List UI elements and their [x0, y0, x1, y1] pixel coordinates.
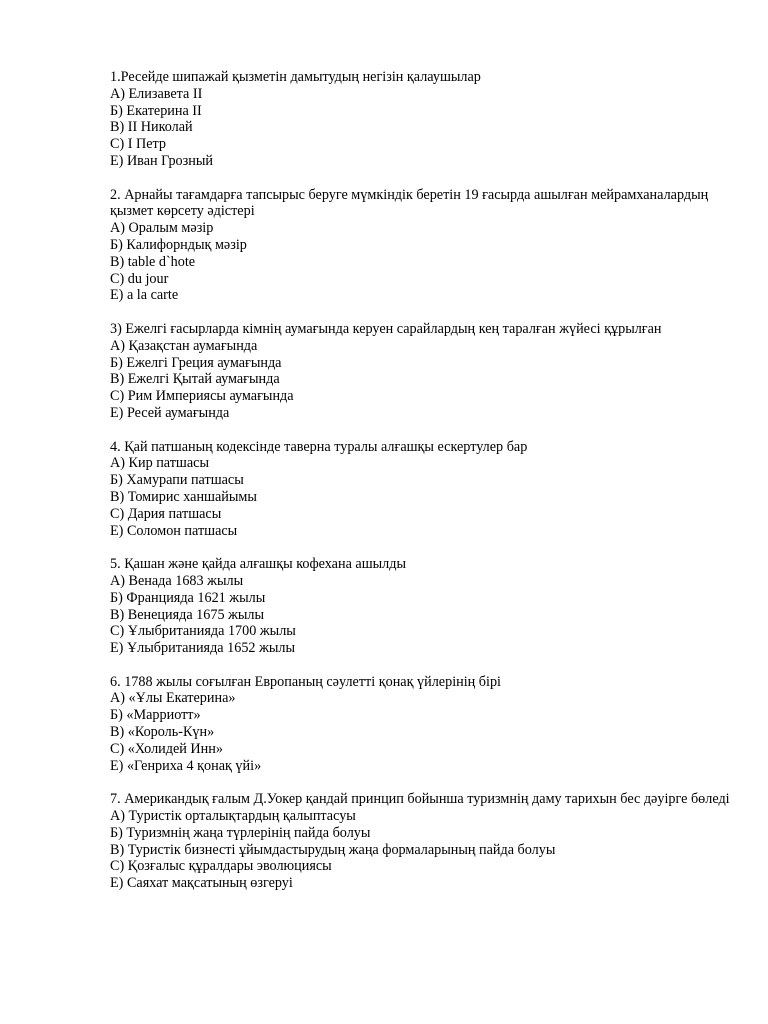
answer-option: Б) Францияда 1621 жылы: [110, 589, 266, 606]
answer-option: В) Венецияда 1675 жылы: [110, 606, 265, 623]
answer-option: Б) «Марриотт»: [110, 707, 201, 724]
answer-option: С) І Петр: [110, 136, 167, 153]
answer-option: Е) Саяхат мақсатының өзгеруі: [110, 875, 293, 892]
answer-option: В) Ежелгі Қытай аумағында: [110, 371, 280, 388]
question-2: [110, 187, 730, 305]
answer-option: Е) Соломон патшасы: [110, 522, 238, 539]
answer-option: Б) Калифорндық мәзір: [110, 236, 247, 253]
answer-option: В) Туристік бизнесті ұйымдастырудың жаңа формаларының пайда болуы: [110, 841, 556, 858]
answer-option: Е) «Генриха 4 қонақ үйі»: [110, 757, 262, 774]
answer-option: Б) Ежелгі Греция аумағында: [110, 354, 282, 371]
answer-option: А) Оралым мәзір: [110, 220, 214, 237]
answer-option: Б) Хамурапи патшасы: [110, 472, 244, 489]
answer-option: А) Венада 1683 жылы: [110, 572, 244, 589]
answer-option: А) Елизавета II: [110, 85, 203, 102]
document-page: [110, 69, 730, 909]
answer-option: В) «Король-Күн»: [110, 724, 215, 741]
question-5: [110, 556, 730, 657]
question-text: 3) Ежелгі ғасырларда кімнің аумағында керуен сарайлардың кең таралған жүйесі құрылған: [110, 320, 662, 337]
answer-option: Б) Туризмнің жаңа түрлерінің пайда болуы: [110, 824, 371, 841]
question-text: 7. Американдық ғалым Д.Уокер қандай принцип бойынша туризмнің даму тарихын бес дәуірге бөледі: [110, 791, 730, 808]
answer-option: Е) Ұлыбританияда 1652 жылы: [110, 640, 296, 657]
answer-option: В) table d`hote: [110, 253, 196, 270]
question-6: [110, 674, 730, 775]
answer-option: Е) Ресей аумағында: [110, 404, 230, 421]
answer-option: С) «Холидей Инн»: [110, 740, 223, 757]
question-4: [110, 439, 730, 540]
answer-option: А) Қазақстан аумағында: [110, 337, 258, 354]
answer-option: В) Томирис ханшайымы: [110, 488, 257, 505]
answer-option: Е) a la carte: [110, 287, 179, 304]
question-text: 6. 1788 жылы соғылған Европаның сәулетті қонақ үйлерінің бірі: [110, 673, 502, 690]
question-3: [110, 321, 730, 422]
question-1: [110, 69, 730, 170]
answer-option: С) Қозғалыс құралдары эволюциясы: [110, 858, 332, 875]
question-text: 1.Ресейде шипажай қызметін дамытудың негізін қалаушылар: [110, 69, 481, 85]
answer-option: С) Дария патшасы: [110, 505, 222, 522]
answer-option: А) «Ұлы Екатерина»: [110, 690, 236, 707]
answer-option: Е) Иван Грозный: [110, 152, 213, 169]
answer-option: С) Ұлыбританияда 1700 жылы: [110, 623, 296, 640]
answer-option: А) Кир патшасы: [110, 455, 209, 472]
answer-option: В) II Николай: [110, 119, 193, 136]
answer-option: Б) Екатерина II: [110, 102, 202, 119]
question-text: 4. Қай патшаның кодексінде таверна туралы алғашқы ескертулер бар: [110, 438, 528, 455]
answer-option: С) du jour: [110, 270, 169, 287]
question-7: [110, 791, 730, 892]
question-text: 5. Қашан және қайда алғашқы кофехана ашылды: [110, 556, 406, 573]
question-text: 2. Арнайы тағамдарға тапсырыс беруге мүмкіндік беретін 19 ғасырда ашылған мейрамханалардың қызмет көрсету әдістері: [110, 186, 709, 220]
answer-option: С) Рим Империясы аумағында: [110, 388, 294, 405]
answer-option: А) Туристік орталықтардың қалыптасуы: [110, 808, 356, 825]
